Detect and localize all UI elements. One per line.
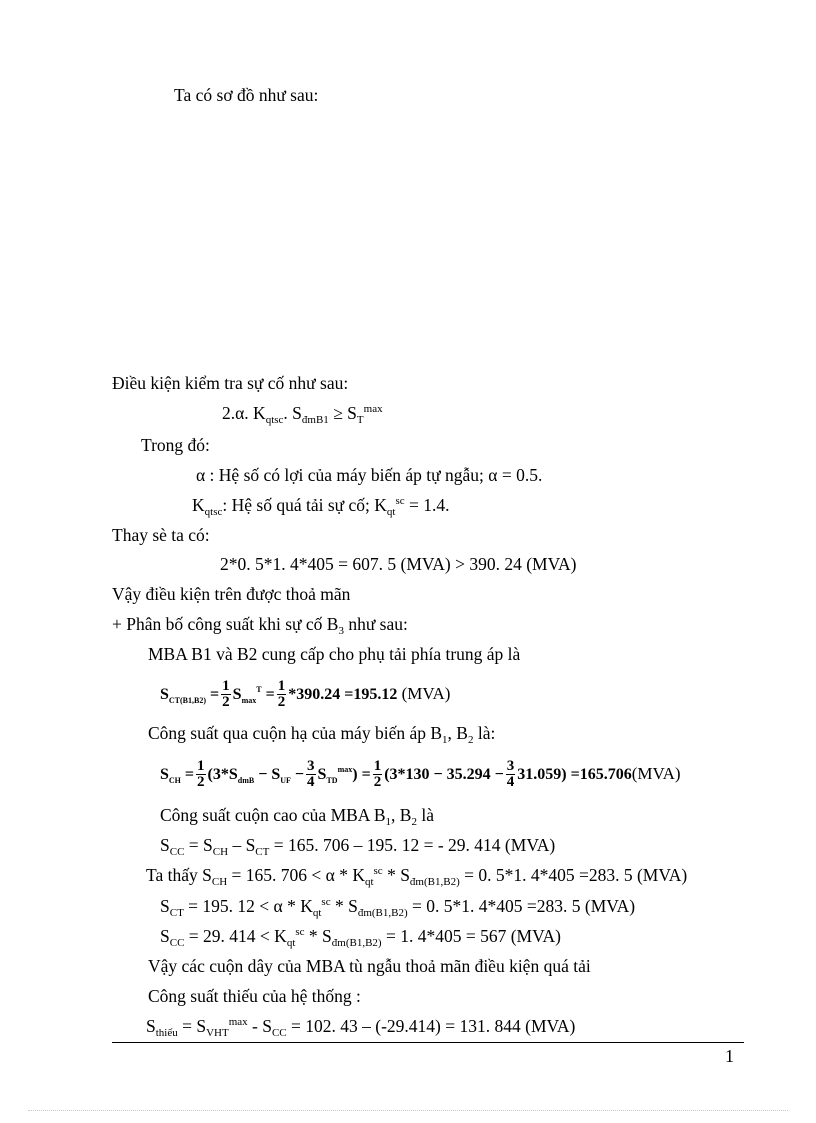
page-number: 1 [725, 1046, 734, 1066]
check-sch: Ta thấy $S_{CH} = 165$. $706 < \alpha * K_{qt}^{sc} * S_{đm(B1,B2)} = 0$. 5*1. 4*405 =283. 5 (MVA) [146, 865, 688, 888]
check-sct: $S_{CT} = 195$. $12 < \alpha * K_{qt}^{sc} * S_{đm(B1,B2)} = 0$. 5*1. 4*405 =283. 5 (MVA) [160, 896, 636, 919]
where-label: Trong đó: [141, 435, 210, 455]
low-winding-title: Công suất qua cuộn hạ của máy biến áp $B_1$, $B_2$ là: [148, 723, 496, 746]
scc-calculation: $S_{CC} = S_{CH} - S_{CT} = 165$. 706 – 195. 12 = - 29. 414 (MVA) [160, 835, 556, 858]
conclusion-text: Vậy các cuộn dây của MBA tù ngẫu thoả mãn điều kiện quá tải [148, 956, 591, 976]
substitute-label: Thay sè ta có: [112, 525, 210, 545]
supply-text: MBA B1 và B2 cung cấp cho phụ tải phía trung áp là [148, 644, 521, 664]
shortage-title: Công suất thiếu của hệ thống : [148, 986, 361, 1006]
condition-formula: 2.α. $K_{qtsc}$. $S_{đmB1} \ge S_T^{max}$ [222, 403, 383, 426]
intro-text: Ta có sơ đồ như sau: [174, 85, 319, 105]
shortage-calculation: $S_{thiếu} = S_{VHT}^{max} - S_{CC} = 102$. 43 – (-29.414) = 131. 844 (MVA) [146, 1016, 576, 1039]
condition-title: Điều kiện kiểm tra sự cố như sau: [112, 373, 349, 393]
equation-sch: $S_{CH}$ = $\frac{1}{2}$ ($3*S_{dmB} - S_{UF}$ − $\frac{3}{4}$ $S_{TD}^{max}$) = $\frac{1}{2}$ (3*130 − 35.294 − $\frac{3}{4}$ 31.059) =165.706(MVA) [160, 758, 681, 791]
definition-kqtsc: $K_{qtsc}$: Hệ số quá tải sự cố; $K_{qt}^{sc} = 1.4$. [192, 495, 450, 518]
page-bottom-border [28, 1110, 788, 1111]
calculation-1: 2*0. 5*1. 4*405 = 607. 5 (MVA) > 390. 24 (MVA) [220, 554, 577, 574]
check-scc: $S_{CC} = 29$. $414 < K_{qt}^{sc} * S_{đm(B1,B2)} = 1$. 4*405 = 567 (MVA) [160, 926, 561, 949]
definition-alpha: α : Hệ số có lợi của máy biến áp tự ngẫu; α = 0.5. [196, 465, 543, 485]
equation-sct: $S_{CT(B1,B2)}$ = $\frac{1}{2}$ $S_{max}^T$ = $\frac{1}{2}$ *390.24 =195.12 (MVA) [160, 678, 451, 711]
section-heading: + Phân bố công suất khi sự cố $B_3$ như sau: [112, 614, 408, 637]
condition-satisfied: Vậy điều kiện trên được thoả mãn [112, 584, 351, 604]
footer-rule [112, 1042, 744, 1043]
high-winding-title: Công suất cuộn cao của MBA $B_1$, $B_2$ là [160, 805, 434, 828]
